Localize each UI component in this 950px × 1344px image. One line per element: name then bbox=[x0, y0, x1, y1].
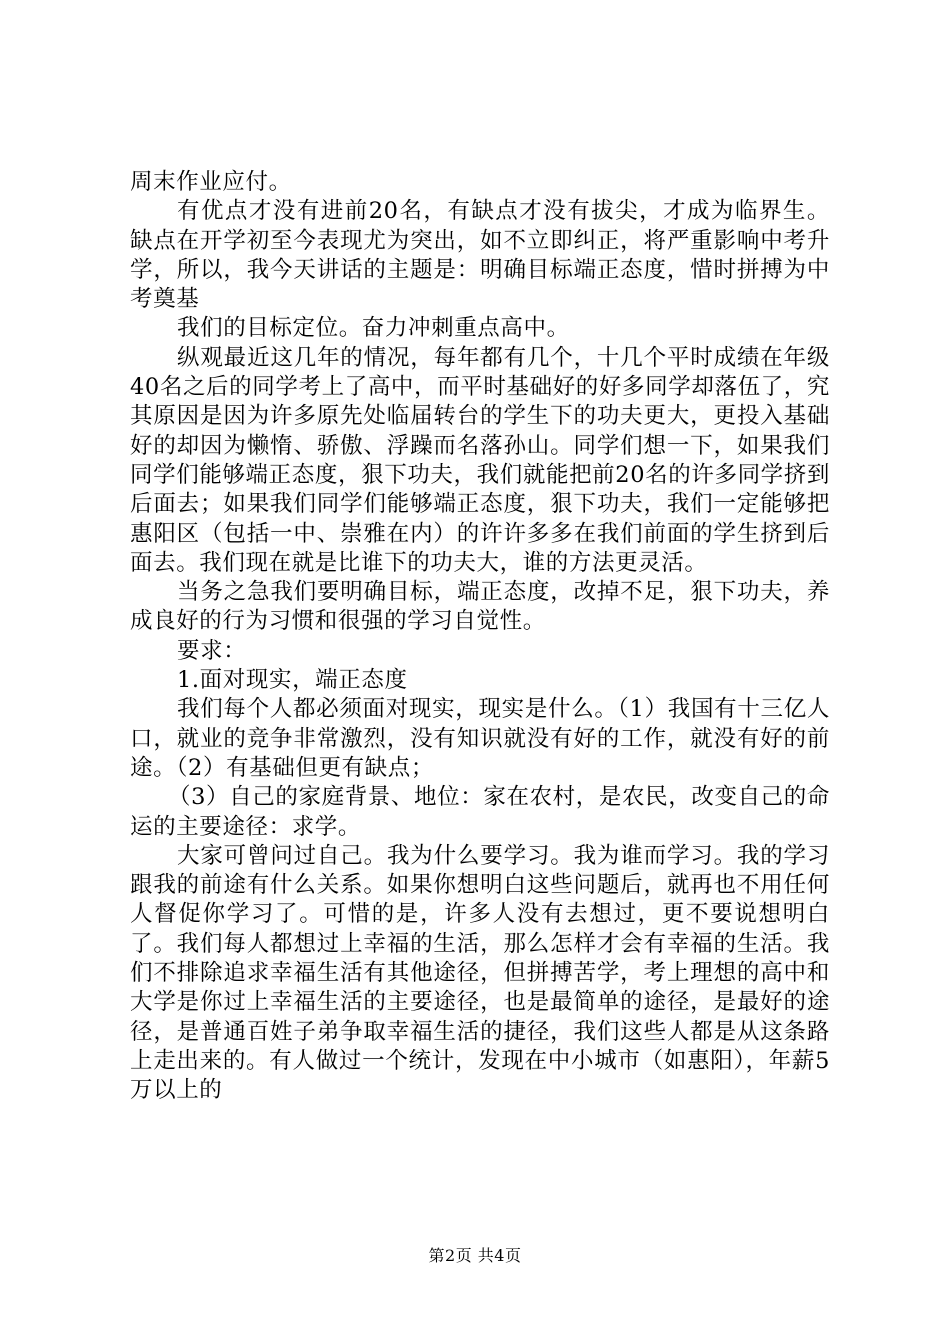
paragraph: 我们每个人都必须面对现实，现实是什么。（1）我国有十三亿人口，就业的竞争非常激烈，没有知识就没有好的工作，就没有好的前途。（2）有基础但更有缺点； bbox=[130, 696, 830, 781]
paragraph: 要求： bbox=[177, 637, 247, 664]
paragraph: 我们的目标定位。奋力冲刺重点高中。 bbox=[177, 315, 570, 342]
paragraph: 大家可曾问过自己。我为什么要学习。我为谁而学习。我的学习跟我的前途有什么关系。如果你想明白这些问题后，就再也不用任何人督促你学习了。可惜的是，许多人没有去想过，更不要说想明白了。我们每人都想过上幸福的生活，那么怎样才会有幸福的生活。我们不排除追求幸福生活有其他途径，但拼搏苦学，考上理想的高中和大学是你过上幸福生活的主要途径，也是最简单的途径，是最好的途径，是普通百姓子弟争取幸福生活的捷径，我们这些人都是从这条路上走出来的。有人做过一个统计，发现在中小城市（如惠阳），年薪5万以上的 bbox=[130, 842, 830, 1104]
paragraph: 纵观最近这几年的情况，每年都有几个，十几个平时成绩在年级40名之后的同学考上了高中，而平时基础好的好多同学却落伍了，究其原因是因为许多原先处临届转台的学生下的功夫更大，更投入基础好的却因为懒惰、骄傲、浮躁而名落孙山。同学们想一下，如果我们同学们能够端正态度，狠下功夫，我们就能把前20名的许多同学挤到后面去；如果我们同学们能够端正态度，狠下功夫，我们一定能够把惠阳区（包括一中、崇雅在内）的许许多多在我们前面的学生挤到后面去。我们现在就是比谁下的功夫大，谁的方法更灵活。 bbox=[130, 344, 830, 576]
paragraph: 周末作业应付。 bbox=[130, 169, 292, 195]
paragraph: 有优点才没有进前20名，有缺点才没有拔尖，才成为临界生。缺点在开学初至今表现尤为突出，如不立即纠正，将严重影响中考升学，所以，我今天讲话的主题是：明确目标端正态度，惜时拼搏为中考奠基 bbox=[130, 198, 830, 313]
paragraph: （3）自己的家庭背景、地位：家在农村，是农民，改变自己的命运的主要途径：求学。 bbox=[130, 784, 830, 840]
body-text bbox=[130, 168, 830, 1106]
paragraph: 1.面对现实，端正态度 bbox=[177, 667, 408, 694]
page-footer: 第2页 共4页 bbox=[428, 1246, 522, 1265]
paragraph: 当务之急我们要明确目标，端正态度，改掉不足，狠下功夫，养成良好的行为习惯和很强的学习自觉性。 bbox=[130, 579, 830, 635]
